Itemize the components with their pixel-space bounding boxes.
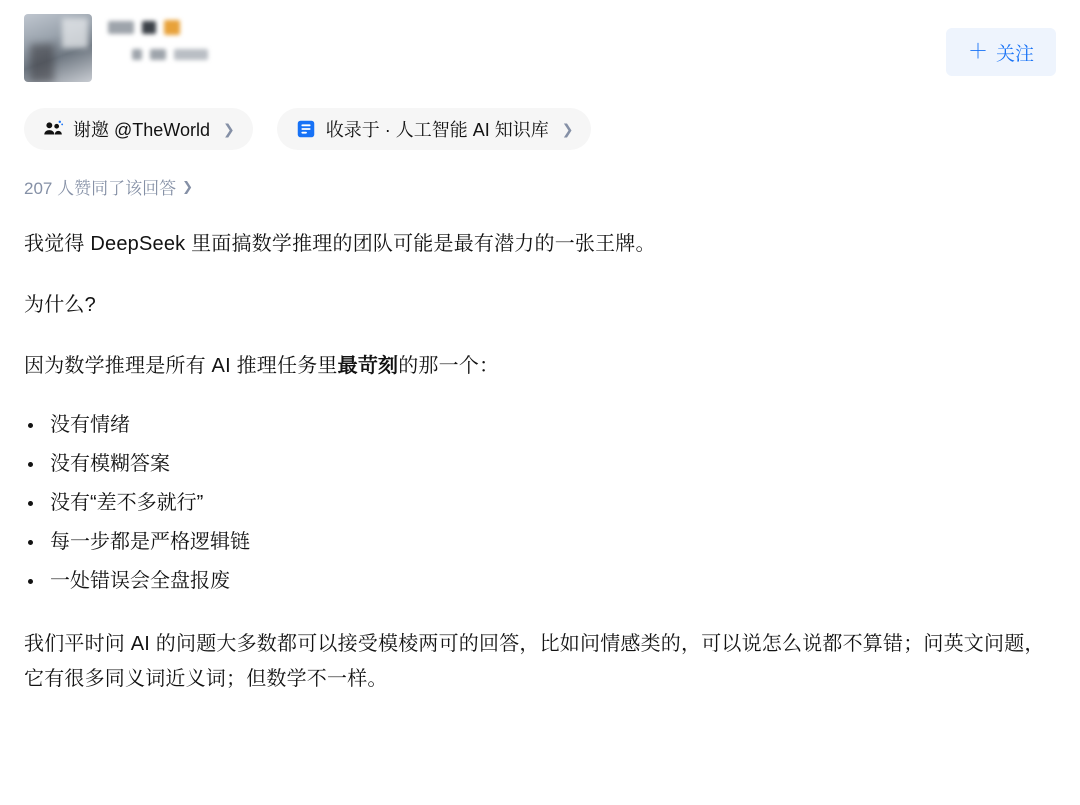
follow-button[interactable] bbox=[946, 28, 1056, 76]
chevron-right-icon: ❯ bbox=[561, 120, 574, 137]
author-name-blurred[interactable] bbox=[108, 20, 208, 35]
list-item: 没有情绪 bbox=[24, 406, 1056, 445]
invite-icon bbox=[42, 118, 64, 140]
list-item: 没有模糊答案 bbox=[24, 445, 1056, 484]
paragraph-3 bbox=[24, 349, 1056, 384]
vote-count-label: 207 人赞同了该回答 bbox=[24, 179, 177, 198]
blurred-text-block bbox=[150, 49, 166, 60]
chip-collection-label: 收录于 · 人工智能 AI 知识库 bbox=[325, 120, 549, 140]
list-item: 一处错误会全盘报废 bbox=[24, 562, 1056, 601]
blurred-text-block bbox=[174, 49, 208, 60]
answer-content bbox=[24, 227, 1056, 697]
paragraph-1: 我觉得 DeepSeek 里面搞数学推理的团队可能是最有潜力的一张王牌。 bbox=[24, 233, 656, 255]
vote-count-link[interactable] bbox=[24, 174, 193, 199]
follow-button-label: 关注 bbox=[995, 43, 1034, 65]
chevron-right-icon: ❯ bbox=[222, 120, 235, 137]
list-item: 没有“差不多就行” bbox=[24, 484, 1056, 523]
paragraph-3-prefix: 因为数学推理是所有 AI 推理任务里 bbox=[24, 355, 338, 377]
chevron-right-icon: ❯ bbox=[182, 178, 193, 194]
avatar[interactable] bbox=[24, 14, 92, 82]
author-meta bbox=[108, 14, 208, 60]
plus-icon: ＋ bbox=[967, 41, 988, 63]
author-bio-blurred bbox=[108, 49, 208, 60]
paragraph-3-emphasis: 最苛刻 bbox=[337, 355, 399, 377]
paragraph-2: 为什么? bbox=[24, 294, 96, 316]
paragraph-4: 我们平时问 AI 的问题大多数都可以接受模棱两可的回答，比如问情感类的，可以说怎么说都不算错；问英文问题，它有很多同义词近义词；但数学不一样。 bbox=[24, 633, 1045, 690]
paragraph-3-suffix: 的那一个： bbox=[398, 355, 500, 377]
blurred-badge-block bbox=[164, 20, 180, 35]
collection-icon bbox=[295, 118, 317, 140]
blurred-text-block bbox=[132, 49, 142, 60]
chip-invite-label: 谢邀 @TheWorld bbox=[73, 120, 210, 140]
chip-row bbox=[24, 106, 1056, 152]
bullet-list bbox=[24, 406, 1056, 601]
blurred-text-block bbox=[142, 21, 156, 34]
list-item: 每一步都是严格逻辑链 bbox=[24, 523, 1056, 562]
blurred-text-block bbox=[108, 21, 134, 34]
author-row bbox=[24, 0, 1056, 96]
chip-invite[interactable] bbox=[24, 108, 253, 150]
chip-collection[interactable] bbox=[277, 108, 592, 150]
